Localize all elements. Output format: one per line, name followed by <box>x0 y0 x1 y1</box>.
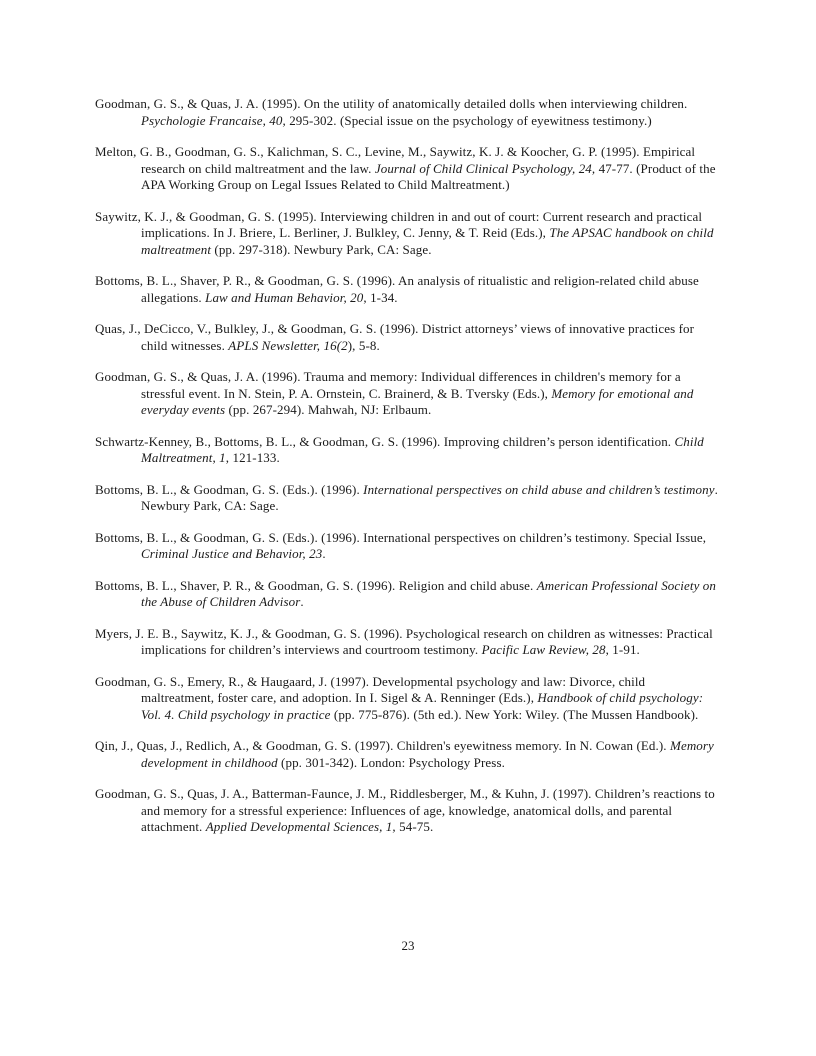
reference-text: (pp. 775-876). (5th ed.). New York: Wiley. (The Mussen Handbook). <box>330 706 699 722</box>
reference-italic-text: Memory development in childhood <box>141 738 714 770</box>
reference-text: , 1-34. <box>363 289 398 305</box>
reference-text: (pp. 297-318). Newbury Park, CA: Sage. <box>211 241 432 257</box>
references-list <box>95 96 719 836</box>
reference-entry <box>95 738 719 771</box>
reference-text: Myers, J. E. B., Saywitz, K. J., & Goodman, G. S. (1996). Psychological research on children as witnesses: Practical implications for children’s interviews and courtroom testimony. <box>95 625 713 657</box>
reference-italic-text: Pacific Law Review, 28 <box>481 642 606 657</box>
reference-italic-text: American Professional Society on the Abuse of Children Advisor <box>141 577 716 609</box>
reference-text: Goodman, G. S., & Quas, J. A. (1996). Trauma and memory: Individual differences in children's memory for a stressful event. In N. Stein, P. A. Ornstein, C. Brainerd, & B. Tversky (Eds.), <box>95 369 681 401</box>
reference-entry <box>95 674 719 724</box>
reference-entry <box>95 578 719 611</box>
reference-text: Bottoms, B. L., Shaver, P. R., & Goodman, G. S. (1996). An analysis of ritualistic and religion-related child abuse allegations. <box>95 273 699 305</box>
reference-italic-text: Applied Developmental Sciences, 1, <box>205 819 396 834</box>
reference-text: Goodman, G. S., & Quas, J. A. (1995). On the utility of anatomically detailed dolls when interviewing children. <box>95 96 688 111</box>
reference-entry <box>95 209 719 259</box>
reference-italic-text: APLS Newsletter, 16(2 <box>228 337 348 353</box>
reference-italic-text: International perspectives on child abuse and children’s testimony <box>363 481 715 497</box>
reference-text: , 121-133. <box>225 450 280 465</box>
reference-entry <box>95 626 719 659</box>
reference-text: , 1-91. <box>605 642 640 657</box>
reference-text: Bottoms, B. L., & Goodman, G. S. (Eds.). (1996). <box>95 481 364 497</box>
reference-text: (pp. 267-294). Mahwah, NJ: Erlbaum. <box>225 402 432 417</box>
reference-italic-text: Criminal Justice and Behavior, 23 <box>141 546 323 561</box>
reference-text: ), 5-8. <box>347 337 380 353</box>
reference-text: Qin, J., Quas, J., Redlich, A., & Goodman, G. S. (1997). Children's eyewitness memory. In N. Cowan (Ed.). <box>95 738 671 753</box>
reference-italic-text: Handbook of child psychology: Vol. 4. Child psychology in practice <box>141 690 704 722</box>
reference-text: Quas, J., DeCicco, V., Bulkley, J., & Goodman, G. S. (1996). District attorneys’ views of innovative practices for child witnesses. <box>95 321 695 353</box>
reference-italic-text: Journal of Child Clinical Psychology, 24, <box>374 160 596 176</box>
reference-italic-text: Child Maltreatment, 1 <box>141 433 704 465</box>
reference-entry <box>95 96 719 129</box>
reference-entry <box>95 321 719 354</box>
reference-text: 47-77. (Product of the APA Working Group on Legal Issues Related to Child Maltreatment.) <box>141 160 716 192</box>
page-number: 23 <box>401 938 415 953</box>
reference-text: . <box>322 546 326 561</box>
reference-italic-text: Law and Human Behavior, 20 <box>205 289 364 305</box>
reference-italic-text: Psychologie Francaise, 40, <box>141 112 286 128</box>
reference-italic-text: The APSAC handbook on child maltreatment <box>141 225 714 257</box>
reference-text: Schwartz-Kenney, B., Bottoms, B. L., & Goodman, G. S. (1996). Improving children’s person identification. <box>95 433 675 449</box>
reference-text: . <box>300 594 304 609</box>
reference-text: 295-302. (Special issue on the psychology of eyewitness testimony.) <box>285 112 652 128</box>
reference-text: 54-75. <box>395 819 434 834</box>
reference-text: Melton, G. B., Goodman, G. S., Kalichman, S. C., Levine, M., Saywitz, K. J. & Koocher, G. P. (1995). Empirical research on child maltreatment and the law. <box>95 144 696 176</box>
reference-text: Bottoms, B. L., Shaver, P. R., & Goodman, G. S. (1996). Religion and child abuse. <box>95 577 537 593</box>
reference-entry <box>95 434 719 467</box>
reference-text: . Newbury Park, CA: Sage. <box>141 481 718 513</box>
reference-text: Goodman, G. S., Emery, R., & Haugaard, J. (1997). Developmental psychology and law: Divorce, child maltreatment, foster care, and adoption. In I. Sigel & A. Renninger (Eds.), <box>95 673 646 705</box>
reference-text: Bottoms, B. L., & Goodman, G. S. (Eds.). (1996). International perspectives on children’s testimony. Special Issue, <box>95 529 707 545</box>
reference-entry <box>95 369 719 419</box>
reference-italic-text: Memory for emotional and everyday events <box>141 385 694 417</box>
reference-text: Saywitz, K. J., & Goodman, G. S. (1995). Interviewing children in and out of court: Current research and practical implications. In J. Briere, L. Berliner, J. Bulkley, C. Jenny, & T. Reid (Eds.), <box>95 208 703 240</box>
reference-text: (pp. 301-342). London: Psychology Press. <box>277 754 505 770</box>
reference-entry <box>95 530 719 563</box>
reference-entry <box>95 144 719 194</box>
reference-text: Goodman, G. S., Quas, J. A., Batterman-Faunce, J. M., Riddlesberger, M., & Kuhn, J. (1997). Children’s reactions to and memory for a stressful experience: Influences of age, knowledge, anatomical dolls, and parental attachment. <box>95 786 715 834</box>
reference-entry <box>95 786 719 836</box>
reference-entry <box>95 273 719 306</box>
reference-entry <box>95 482 719 515</box>
